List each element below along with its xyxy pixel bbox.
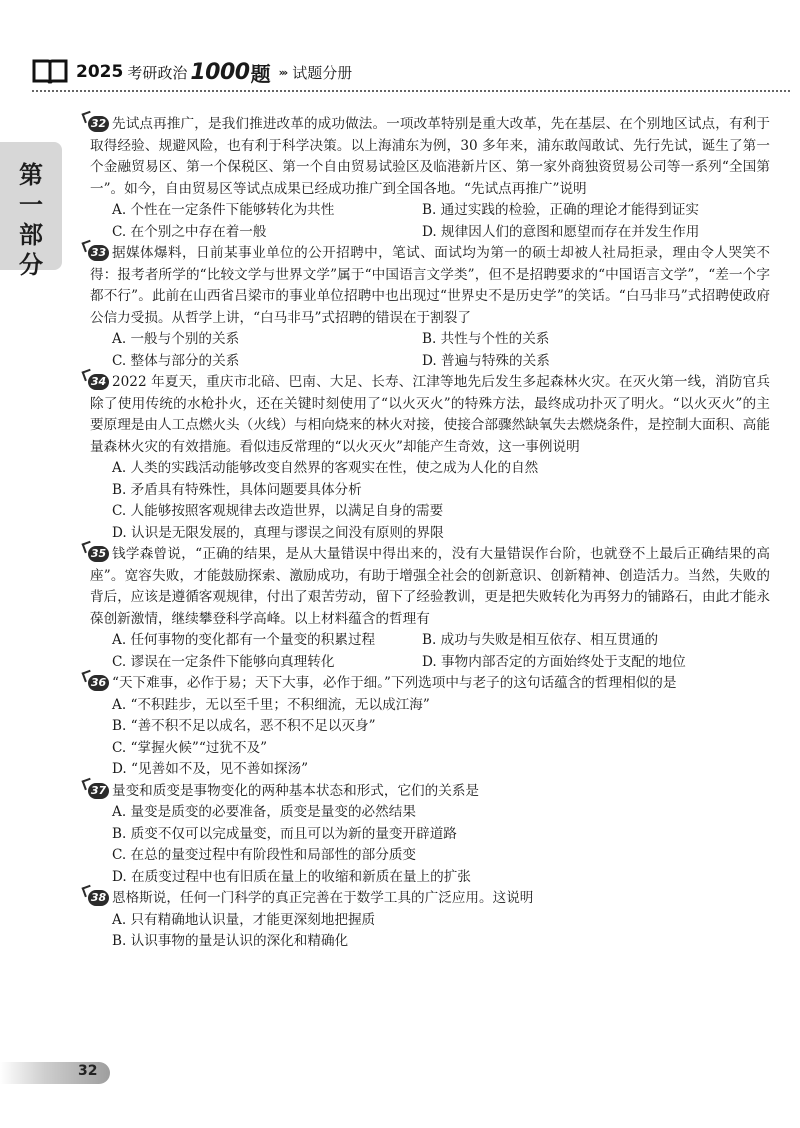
option-row xyxy=(112,351,770,373)
header-subtitle: 试题分册 xyxy=(292,63,353,82)
option-list xyxy=(90,329,770,372)
question-stem: 恩格斯说，任何一门科学的真正完善在于数学工具的广泛应用。这说明 xyxy=(112,890,534,906)
option-a: A. 只有精确地认识量，才能更深刻地把握质 xyxy=(112,911,376,928)
question-35 xyxy=(90,544,770,673)
question-38 xyxy=(90,888,770,953)
chevrons-icon: ››› xyxy=(278,65,287,79)
option-c: C. 整体与部分的关系 xyxy=(112,352,240,369)
page-number: 32 xyxy=(78,1063,98,1079)
option-row xyxy=(112,222,770,244)
section-tab-label: 第一部分 xyxy=(19,161,43,279)
question-number-badge: 35 xyxy=(88,546,109,562)
option-row xyxy=(112,630,770,652)
option-list xyxy=(90,200,770,243)
question-34 xyxy=(90,372,770,544)
question-number-badge: 38 xyxy=(88,890,109,906)
option-b: B. 成功与失败是相互依存、相互贯通的 xyxy=(422,632,659,648)
question-number-badge: 33 xyxy=(88,245,109,261)
option-c: C. 在总的量变过程中有阶段性和局部性的部分质变 xyxy=(112,847,417,863)
option-b: B. 质变不仅可以完成量变，而且可以为新的量变开辟道路 xyxy=(112,825,457,842)
question-36 xyxy=(90,673,770,781)
option-d: D. 规律因人们的意图和愿望而存在并发生作用 xyxy=(422,223,700,240)
question-stem: 钱学森曾说，“正确的结果，是从大量错误中得出来的，没有大量错误作台阶，也就登不上最后正确结果的高座”。宽容失败，才能鼓励探索、激励成功，有助于增强全社会的创新意识、创新精神、创造活力。当然，失败的背后，应该是遵循客观规律，付出了艰苦劳动，留下了经验教训，更是把失败转化为再努力的铺路石，由此才能永葆创新激情，继续攀登科学高峰。以上材料蕴含的哲理有 xyxy=(90,546,770,627)
option-c: C. 谬误在一定条件下能够向真理转化 xyxy=(112,653,335,670)
header-divider xyxy=(32,90,790,92)
option-row xyxy=(112,200,770,222)
option-c: C. 人能够按照客观规律去改造世界，以满足自身的需要 xyxy=(112,503,444,519)
header-year: 2025 xyxy=(76,62,124,82)
option-list xyxy=(90,458,770,544)
book-icon xyxy=(32,59,68,85)
option-d: D. 普遍与特殊的关系 xyxy=(422,352,550,369)
question-37 xyxy=(90,781,770,889)
option-d: D. “见善如不及，见不善如探汤” xyxy=(112,761,309,777)
header-title: 考研政治 xyxy=(127,63,188,82)
question-33 xyxy=(90,243,770,372)
option-b: B. 共性与个性的关系 xyxy=(422,331,550,347)
option-list xyxy=(90,910,770,953)
question-number-badge: 34 xyxy=(88,374,109,390)
option-a: A. 个性在一定条件下能够转化为共性 xyxy=(112,202,335,218)
option-b: B. 认识事物的量是认识的深化和精确化 xyxy=(112,933,349,949)
option-c: C. 在个别之中存在着一般 xyxy=(112,223,267,240)
option-b: B. “善不积不足以成名，恶不积不足以灭身” xyxy=(112,718,376,734)
option-row xyxy=(112,329,770,351)
option-list xyxy=(90,630,770,673)
option-b: B. 矛盾具有特殊性，具体问题要具体分析 xyxy=(112,481,362,498)
option-b: B. 通过实践的检验，正确的理论才能得到证实 xyxy=(422,202,699,218)
option-a: A. 人类的实践活动能够改变自然界的客观实在性，使之成为人化的自然 xyxy=(112,460,539,476)
question-number-badge: 32 xyxy=(88,116,109,132)
question-number-badge: 36 xyxy=(88,675,109,691)
header-ti: 题 xyxy=(250,61,271,86)
option-a: A. 量变是质变的必要准备，质变是量变的必然结果 xyxy=(112,804,416,820)
question-list xyxy=(90,114,770,953)
question-stem: 量变和质变是事物变化的两种基本状态和形式，它们的关系是 xyxy=(112,782,480,799)
option-d: D. 事物内部否定的方面始终处于支配的地位 xyxy=(422,653,686,670)
option-a: A. 一般与个别的关系 xyxy=(112,331,240,347)
option-row xyxy=(112,652,770,674)
option-list xyxy=(90,802,770,888)
option-list xyxy=(90,695,770,781)
option-d: D. 认识是无限发展的，真理与谬误之间没有原则的界限 xyxy=(112,524,444,541)
question-stem: 先试点再推广，是我们推进改革的成功做法。一项改革特别是重大改革，先在基层、在个别地区试点，有利于取得经验、规避风险，也有利于科学决策。以上海浦东为例，30 多年来，浦东敢闯敢试、先行先试，诞生了第一个金融贸易区、第一个保税区、第一个自由贸易试验区及临港新片区、第一家外商独资贸易公司等一系列“全国第一”。如今，自由贸易区等试点成果已经成功推广到全国各地。“先试点再推广”说明 xyxy=(90,116,770,197)
question-32 xyxy=(90,114,770,243)
page-header xyxy=(32,56,352,88)
question-number-badge: 37 xyxy=(88,783,109,799)
option-c: C. “掌握火候”“过犹不及” xyxy=(112,739,268,756)
option-a: A. “不积跬步，无以至千里；不积细流，无以成江海” xyxy=(112,696,430,713)
question-stem: “天下难事，必作于易；天下大事，必作于细。”下列选项中与老子的这句话蕴含的哲理相似的是 xyxy=(112,675,677,691)
question-stem: 据媒体爆料，日前某事业单位的公开招聘中，笔试、面试均为第一的硕士却被人社局拒录，理由令人哭笑不得：报考者所学的“比较文学与世界文学”属于“中国语言文学类”，但不是招聘要求的“中国语言文学”，“差一个字都不行”。此前在山西省吕梁市的事业单位招聘中也出现过“世界史不是历史学”的笑话。“白马非马”式招聘使政府公信力受损。从哲学上讲，“白马非马”式招聘的错误在于割裂了 xyxy=(90,245,770,326)
question-stem: 2022 年夏天，重庆市北碚、巴南、大足、长寿、江津等地先后发生多起森林火灾。在灭火第一线，消防官兵除了使用传统的水枪扑火，还在关键时刻使用了“以火灭火”的特殊方法，最终成功扑灭了明火。“以火灭火”的主要原理是由人工点燃火头（火线）与相向烧来的林火对接，使接合部骤然缺氧失去燃烧条件，是控制大面积、高能量森林火灾的有效措施。看似违反常理的“以火灭火”却能产生奇效，这一事例说明 xyxy=(90,374,770,455)
option-d: D. 在质变过程中也有旧质在量上的收缩和新质在量上的扩张 xyxy=(112,868,471,885)
header-number: 1000 xyxy=(190,59,250,85)
option-a: A. 任何事物的变化都有一个量变的积累过程 xyxy=(112,632,376,648)
